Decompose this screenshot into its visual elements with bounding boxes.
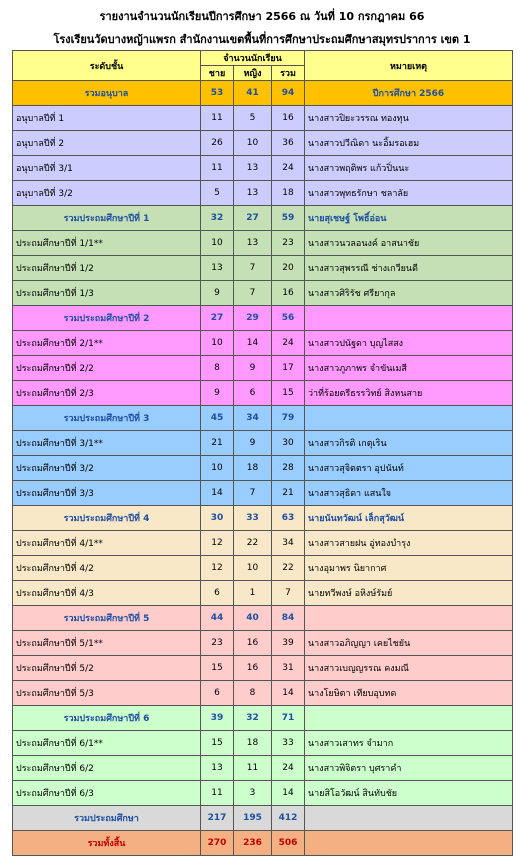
female-cell: 10	[234, 556, 272, 581]
male-cell: 13	[201, 756, 234, 781]
level-cell: ประถมศึกษาปีที่ 3/3	[13, 481, 201, 506]
class-row	[13, 431, 513, 456]
male-cell: 23	[201, 631, 234, 656]
class-row	[13, 531, 513, 556]
female-cell: 13	[234, 181, 272, 206]
note-cell	[305, 831, 513, 856]
note-cell: นางโยษิตา เทียบอุบทด	[305, 681, 513, 706]
note-cell: นางสาวพุทธรักษา ชลาลัย	[305, 181, 513, 206]
note-cell: นางสาวนวลอนงค์ อาสนาชัย	[305, 231, 513, 256]
note-cell: นายสิโอวัฒน์ สินทับชัย	[305, 781, 513, 806]
total-cell: 34	[272, 531, 305, 556]
female-cell: 10	[234, 131, 272, 156]
level-cell: ประถมศึกษาปีที่ 1/1**	[13, 231, 201, 256]
level-cell: ประถมศึกษาปีที่ 5/2	[13, 656, 201, 681]
level-cell: รวมอนุบาล	[13, 81, 201, 106]
male-cell: 11	[201, 106, 234, 131]
class-row	[13, 731, 513, 756]
male-cell: 217	[201, 806, 234, 831]
student-count-table	[12, 50, 513, 856]
male-cell: 14	[201, 481, 234, 506]
subtotal-row	[13, 506, 513, 531]
level-cell: อนุบาลปีที่ 1	[13, 106, 201, 131]
level-cell: ประถมศึกษาปีที่ 5/3	[13, 681, 201, 706]
female-cell: 27	[234, 206, 272, 231]
female-cell: 32	[234, 706, 272, 731]
level-cell: ประถมศึกษาปีที่ 3/2	[13, 456, 201, 481]
female-cell: 7	[234, 256, 272, 281]
header-level: ระดับชั้น	[13, 51, 201, 81]
note-cell	[305, 606, 513, 631]
note-cell: นางสาวภูภาพร จำขันเมสี	[305, 356, 513, 381]
total-cell: 412	[272, 806, 305, 831]
class-row	[13, 681, 513, 706]
subtotal-row	[13, 81, 513, 106]
class-row	[13, 281, 513, 306]
total-cell: 24	[272, 331, 305, 356]
class-row	[13, 231, 513, 256]
note-cell: นางสาวปิยะวรรณ ทองทุน	[305, 106, 513, 131]
note-cell: นางสาวพฤติพร แก้วปิ่นนะ	[305, 156, 513, 181]
total-cell: 39	[272, 631, 305, 656]
level-cell: อนุบาลปีที่ 2	[13, 131, 201, 156]
male-cell: 5	[201, 181, 234, 206]
note-cell: ปีการศึกษา 2566	[305, 81, 513, 106]
subtotal-row	[13, 406, 513, 431]
total-cell: 23	[272, 231, 305, 256]
female-cell: 7	[234, 281, 272, 306]
note-cell: ว่าที่ร้อยตรีธรรวิทย์ สิงหนสาย	[305, 381, 513, 406]
total-cell: 33	[272, 731, 305, 756]
level-cell: รวมประถมศึกษาปีที่ 3	[13, 406, 201, 431]
female-cell: 18	[234, 456, 272, 481]
female-cell: 33	[234, 506, 272, 531]
note-cell: นางสาวอภิญญา เคยไชยัน	[305, 631, 513, 656]
female-cell: 16	[234, 631, 272, 656]
note-cell: นางสาวเสาทร จำมาก	[305, 731, 513, 756]
level-cell: อนุบาลปีที่ 3/2	[13, 181, 201, 206]
primary-total-row	[13, 806, 513, 831]
total-cell: 24	[272, 756, 305, 781]
total-cell: 7	[272, 581, 305, 606]
total-cell: 16	[272, 281, 305, 306]
report-title: รายงานจำนวนนักเรียนปีการศึกษา 2566 ณ วันที่ 10 กรกฎาคม 66	[99, 10, 425, 23]
total-cell: 71	[272, 706, 305, 731]
total-cell: 94	[272, 81, 305, 106]
note-cell: นางอุมาพร นิยากาศ	[305, 556, 513, 581]
level-cell: รวมประถมศึกษาปีที่ 4	[13, 506, 201, 531]
header-female: หญิง	[234, 66, 272, 81]
male-cell: 10	[201, 331, 234, 356]
total-cell: 21	[272, 481, 305, 506]
header-count-group: จำนวนนักเรียน	[201, 51, 305, 66]
male-cell: 21	[201, 431, 234, 456]
note-cell	[305, 706, 513, 731]
level-cell: รวมทั้งสิ้น	[13, 831, 201, 856]
class-row	[13, 256, 513, 281]
male-cell: 12	[201, 531, 234, 556]
class-row	[13, 131, 513, 156]
total-cell: 15	[272, 381, 305, 406]
subtotal-row	[13, 206, 513, 231]
female-cell: 6	[234, 381, 272, 406]
total-cell: 17	[272, 356, 305, 381]
female-cell: 195	[234, 806, 272, 831]
class-row	[13, 781, 513, 806]
level-cell: รวมประถมศึกษาปีที่ 5	[13, 606, 201, 631]
male-cell: 8	[201, 356, 234, 381]
note-cell	[305, 406, 513, 431]
male-cell: 15	[201, 731, 234, 756]
level-cell: รวมประถมศึกษาปีที่ 6	[13, 706, 201, 731]
male-cell: 270	[201, 831, 234, 856]
female-cell: 9	[234, 356, 272, 381]
male-cell: 6	[201, 681, 234, 706]
male-cell: 13	[201, 256, 234, 281]
female-cell: 11	[234, 756, 272, 781]
total-cell: 31	[272, 656, 305, 681]
subtotal-row	[13, 706, 513, 731]
male-cell: 45	[201, 406, 234, 431]
level-cell: ประถมศึกษาปีที่ 4/2	[13, 556, 201, 581]
header-male: ชาย	[201, 66, 234, 81]
class-row	[13, 631, 513, 656]
male-cell: 10	[201, 456, 234, 481]
level-cell: ประถมศึกษาปีที่ 2/1**	[13, 331, 201, 356]
level-cell: ประถมศึกษาปีที่ 6/1**	[13, 731, 201, 756]
school-subtitle: โรงเรียนวัดบางหญ้าแพรก สำนักงานเขตพื้นที่การศึกษาประถมศึกษาสมุทรปราการ เขต 1	[53, 33, 471, 46]
class-row	[13, 556, 513, 581]
note-cell: นางสาวเบญญรรณ คงมณี	[305, 656, 513, 681]
male-cell: 6	[201, 581, 234, 606]
female-cell: 40	[234, 606, 272, 631]
female-cell: 1	[234, 581, 272, 606]
level-cell: อนุบาลปีที่ 3/1	[13, 156, 201, 181]
grand-total-row	[13, 831, 513, 856]
level-cell: ประถมศึกษาปีที่ 3/1**	[13, 431, 201, 456]
class-row	[13, 456, 513, 481]
level-cell: ประถมศึกษาปีที่ 5/1**	[13, 631, 201, 656]
class-row	[13, 356, 513, 381]
male-cell: 10	[201, 231, 234, 256]
total-cell: 30	[272, 431, 305, 456]
level-cell: รวมประถมศึกษาปีที่ 2	[13, 306, 201, 331]
male-cell: 12	[201, 556, 234, 581]
level-cell: ประถมศึกษาปีที่ 6/2	[13, 756, 201, 781]
level-cell: ประถมศึกษาปีที่ 1/2	[13, 256, 201, 281]
male-cell: 32	[201, 206, 234, 231]
level-cell: รวมประถมศึกษาปีที่ 1	[13, 206, 201, 231]
male-cell: 9	[201, 381, 234, 406]
class-row	[13, 331, 513, 356]
note-cell: นางสาวสายฝน อู่ทองบำรุง	[305, 531, 513, 556]
class-row	[13, 156, 513, 181]
female-cell: 8	[234, 681, 272, 706]
female-cell: 29	[234, 306, 272, 331]
note-cell	[305, 806, 513, 831]
female-cell: 16	[234, 656, 272, 681]
note-cell: นางสาวสุจิตตรา อุปนันท์	[305, 456, 513, 481]
male-cell: 15	[201, 656, 234, 681]
level-cell: ประถมศึกษาปีที่ 4/1**	[13, 531, 201, 556]
male-cell: 11	[201, 781, 234, 806]
level-cell: ประถมศึกษาปีที่ 4/3	[13, 581, 201, 606]
level-cell: ประถมศึกษาปีที่ 6/3	[13, 781, 201, 806]
female-cell: 9	[234, 431, 272, 456]
note-cell: นางสาวกิรติ เกตุเริน	[305, 431, 513, 456]
male-cell: 9	[201, 281, 234, 306]
total-cell: 506	[272, 831, 305, 856]
class-row	[13, 656, 513, 681]
male-cell: 39	[201, 706, 234, 731]
total-cell: 22	[272, 556, 305, 581]
note-cell	[305, 306, 513, 331]
total-cell: 16	[272, 106, 305, 131]
class-row	[13, 756, 513, 781]
male-cell: 30	[201, 506, 234, 531]
class-row	[13, 181, 513, 206]
total-cell: 14	[272, 681, 305, 706]
female-cell: 7	[234, 481, 272, 506]
level-cell: ประถมศึกษาปีที่ 2/3	[13, 381, 201, 406]
total-cell: 28	[272, 456, 305, 481]
note-cell: นางสาวปวีณิดา นะอิ้มรอเฮม	[305, 131, 513, 156]
female-cell: 236	[234, 831, 272, 856]
total-cell: 59	[272, 206, 305, 231]
note-cell: นายนันทวัฒน์ เล็กสุวัฒน์	[305, 506, 513, 531]
note-cell: นายทวีพงษ์ อหิงษ์รัมย์	[305, 581, 513, 606]
total-cell: 84	[272, 606, 305, 631]
note-cell: นางสาวสุธิดา แสนใจ	[305, 481, 513, 506]
female-cell: 5	[234, 106, 272, 131]
note-cell: นางสาวพิจิตรา บุศราคำ	[305, 756, 513, 781]
total-cell: 20	[272, 256, 305, 281]
female-cell: 14	[234, 331, 272, 356]
class-row	[13, 481, 513, 506]
note-cell: นางสาวสุพรรณี ช่างเกวียนดี	[305, 256, 513, 281]
note-cell: นางสาวปนัฐดา บุญไสสง	[305, 331, 513, 356]
note-cell: นายสุเชษฐ์ โพธิ์อ่อน	[305, 206, 513, 231]
total-cell: 14	[272, 781, 305, 806]
total-cell: 18	[272, 181, 305, 206]
total-cell: 56	[272, 306, 305, 331]
level-cell: รวมประถมศึกษา	[13, 806, 201, 831]
female-cell: 18	[234, 731, 272, 756]
total-cell: 79	[272, 406, 305, 431]
male-cell: 44	[201, 606, 234, 631]
class-row	[13, 581, 513, 606]
male-cell: 11	[201, 156, 234, 181]
class-row	[13, 106, 513, 131]
male-cell: 26	[201, 131, 234, 156]
table-header	[13, 51, 513, 81]
female-cell: 13	[234, 231, 272, 256]
female-cell: 22	[234, 531, 272, 556]
level-cell: ประถมศึกษาปีที่ 1/3	[13, 281, 201, 306]
header-note: หมายเหตุ	[305, 51, 513, 81]
subtotal-row	[13, 306, 513, 331]
female-cell: 13	[234, 156, 272, 181]
female-cell: 41	[234, 81, 272, 106]
class-row	[13, 381, 513, 406]
male-cell: 53	[201, 81, 234, 106]
total-cell: 63	[272, 506, 305, 531]
subtotal-row	[13, 606, 513, 631]
total-cell: 24	[272, 156, 305, 181]
total-cell: 36	[272, 131, 305, 156]
female-cell: 34	[234, 406, 272, 431]
level-cell: ประถมศึกษาปีที่ 2/2	[13, 356, 201, 381]
note-cell: นางสาวศิริรัช ศรียากุล	[305, 281, 513, 306]
table-body	[13, 81, 513, 856]
female-cell: 3	[234, 781, 272, 806]
header-total: รวม	[272, 66, 305, 81]
male-cell: 27	[201, 306, 234, 331]
